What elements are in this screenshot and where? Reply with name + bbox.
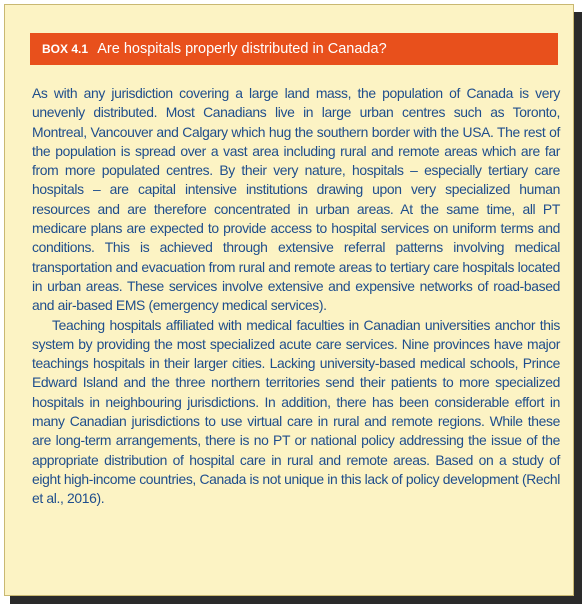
info-box (4, 4, 574, 596)
box-title: Are hospitals properly distributed in Canada? (97, 41, 387, 57)
body-paragraph-2: Teaching hospitals affiliated with medical faculties in Canadian universities anchor this system by providing the most specialized acute care services. Nine provinces have major teachings hospitals in their larger cities. Lacking university-based medical schools, Prince Edward Island and the three northern territories send their patients to more specialized hospitals in neighbouring jurisdictions. In addition, there has been considerable effort in many Canadian jurisdictions to use virtual care in rural and remote regions. While these are long-term arrangements, there is no PT or national policy addressing the issue of the appropriate distribution of hospital care in rural and remote areas. Based on a study of eight high-income countries, Canada is not unique in this lack of policy development (Rechl et al., 2016). (32, 316, 560, 507)
box-header (30, 33, 558, 65)
box-body (32, 84, 560, 509)
box-label: BOX 4.1 (42, 42, 89, 56)
body-paragraph-1: As with any jurisdiction covering a large land mass, the population of Canada is very unevenly distributed. Most Canadians live in large urban centres such as Toronto, Montreal, Vancouver and Calgary which hug the southern border with the USA. The rest of the population is spread over a vast area including rural and remote areas which are far from more populated centres. By their very nature, hospitals – especially tertiary care hospitals – are capital intensive institutions drawing upon very specialized human resources and are therefore concentrated in urban areas. At the same time, all PT medicare plans are expected to provide access to hospital services on uniform terms and conditions. This is achieved through extensive referral patterns involving medical transportation and evacuation from rural and remote areas to tertiary care hospitals located in urban areas. These services involve extensive and expensive networks of road-based and air-based EMS (emergency medical services). (32, 85, 560, 314)
